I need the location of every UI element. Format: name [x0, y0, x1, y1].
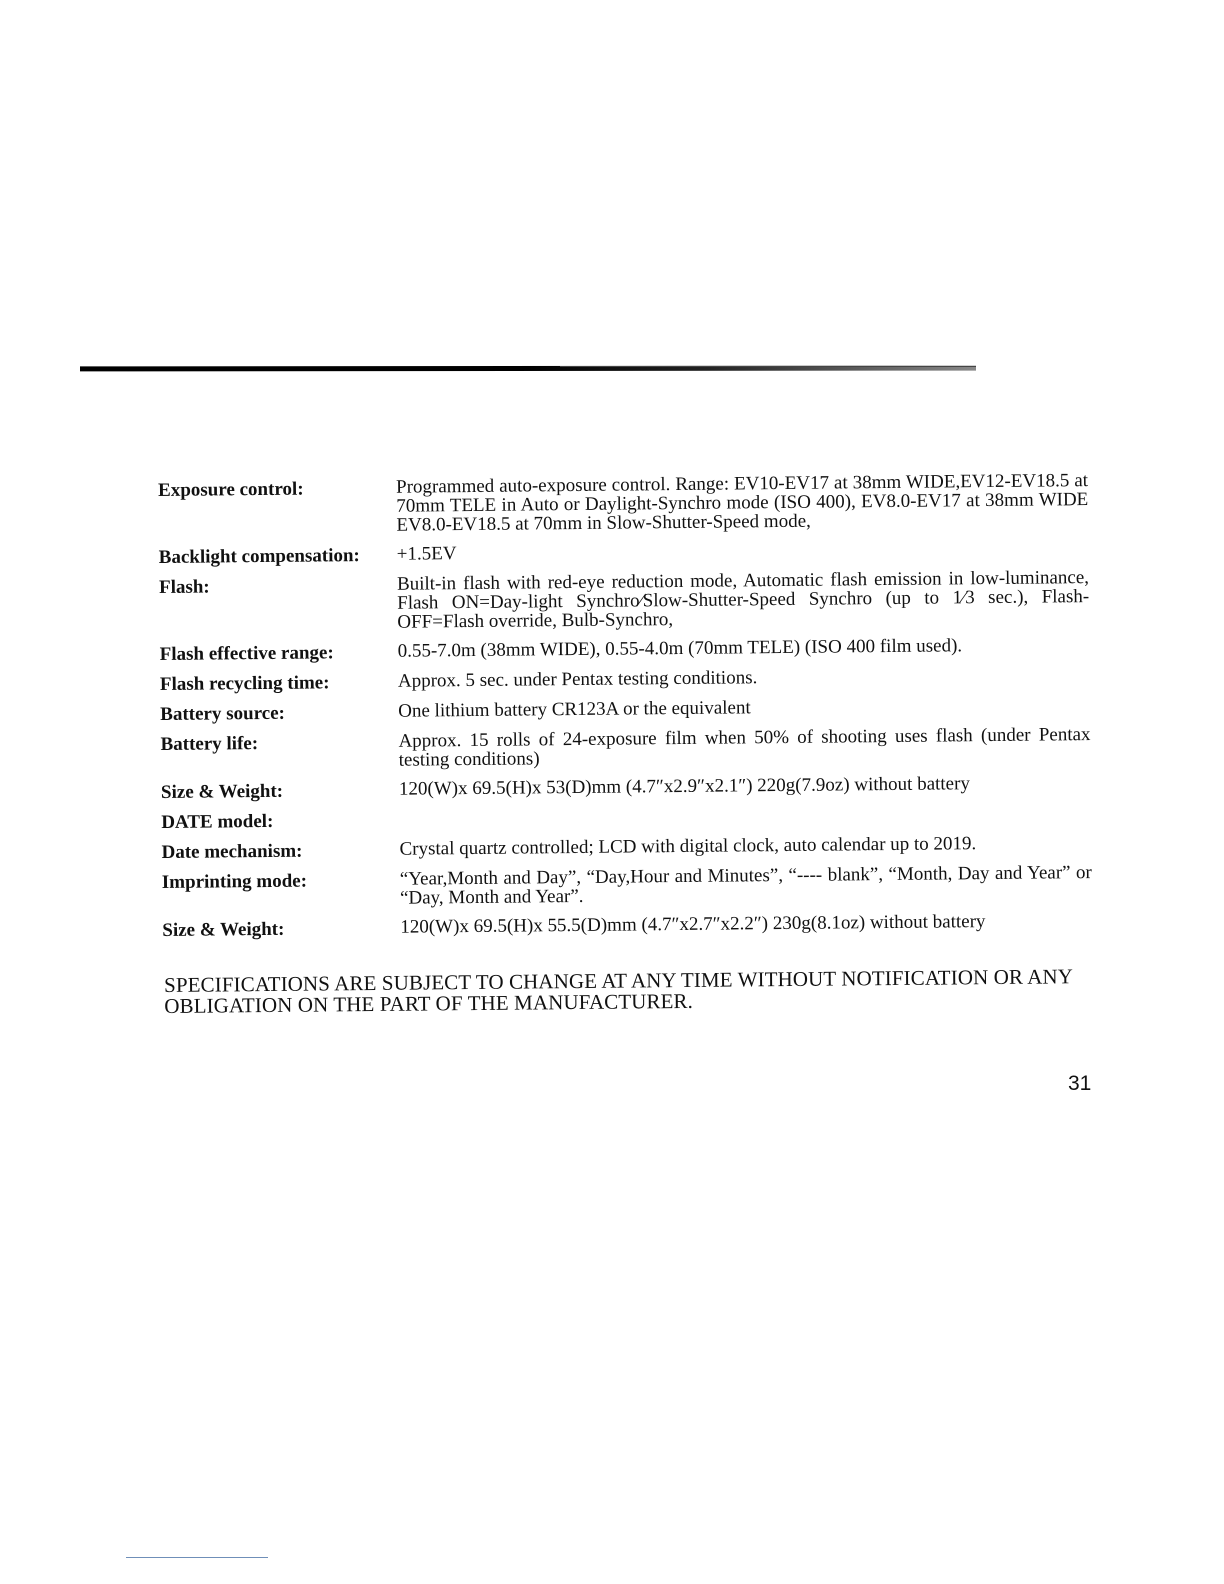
- spec-label: Size & Weight:: [162, 918, 285, 941]
- header-rule-thin: [560, 366, 976, 367]
- spec-value: 120(W)x 69.5(H)x 53(D)mm (4.7″x2.9″x2.1″) 220g(7.9oz) without battery: [398, 773, 970, 800]
- spec-value: One lithium battery CR123A or the equivalent: [398, 697, 751, 722]
- spec-row-date-model: [161, 803, 1091, 834]
- spec-label: Date mechanism:: [161, 840, 303, 863]
- spec-value: +1.5EV: [396, 543, 457, 565]
- spec-row-size-weight-date: [162, 911, 1092, 942]
- spec-value: [399, 803, 1091, 810]
- specifications-table: [158, 471, 1092, 942]
- spec-label: Battery source:: [160, 702, 286, 725]
- spec-row-battery-life: [160, 725, 1090, 772]
- spec-value: Approx. 15 rolls of 24-exposure film when 50% of shooting uses flash (under Pentax testing conditions): [398, 724, 1091, 771]
- spec-value: “Year,Month and Day”, “Day,Hour and Minutes”, “---- blank”, “Month, Day and Year” or “Day, Month and Year”.: [399, 862, 1092, 909]
- spec-row-flash-recycling-time: [160, 665, 1090, 696]
- spec-label: Exposure control:: [158, 478, 304, 501]
- footer-line: [126, 1557, 268, 1558]
- specifications-notice: SPECIFICATIONS ARE SUBJECT TO CHANGE AT ANY TIME WITHOUT NOTIFICATION OR ANY OBLIGATION ON THE PART OF THE MANUFACTURER.: [163, 964, 1073, 1018]
- spec-value: Approx. 5 sec. under Pentax testing conditions.: [397, 667, 758, 692]
- spec-row-exposure-control: [158, 471, 1089, 537]
- spec-row-battery-source: [160, 695, 1090, 726]
- spec-label: Flash recycling time:: [159, 672, 330, 695]
- spec-label: Flash:: [158, 576, 210, 598]
- page-number: 31: [1068, 1072, 1092, 1095]
- spec-row-size-weight: [161, 773, 1091, 804]
- spec-label: Flash effective range:: [159, 642, 334, 665]
- spec-row-flash: [159, 568, 1090, 634]
- spec-label: Backlight compensation:: [158, 545, 360, 568]
- spec-row-imprinting-mode: [162, 863, 1092, 910]
- spec-value: 0.55-7.0m (38mm WIDE), 0.55-4.0m (70mm TELE) (ISO 400 film used).: [397, 635, 963, 662]
- spec-value: Programmed auto-exposure control. Range: EV10-EV17 at 38mm WIDE,EV12-EV18.5 at 70mm TELE in Auto or Daylight-Synchro mode (ISO 400), EV8.0-EV17 at 38mm WIDE EV8.0-EV18.5 at 70mm in Slow-Shutter-Speed mode,: [395, 470, 1089, 536]
- spec-value: 120(W)x 69.5(H)x 55.5(D)mm (4.7″x2.7″x2.2″) 230g(8.1oz) without battery: [400, 911, 986, 938]
- spec-row-date-mechanism: [161, 833, 1091, 864]
- spec-row-flash-effective-range: [160, 635, 1090, 666]
- spec-label: DATE model:: [161, 810, 274, 833]
- spec-value: Crystal quartz controlled; LCD with digital clock, auto calendar up to 2019.: [399, 833, 977, 860]
- spec-value: Built-in flash with red-eye reduction mode, Automatic flash emission in low-luminance, Flash ON=Day-light Synchro⁄Slow-Shutter-Speed Synchro (up to 1⁄3 sec.), Flash-OFF=Flash override, Bulb-Synchro,: [396, 567, 1090, 633]
- spec-label: Size & Weight:: [160, 780, 284, 803]
- spec-row-backlight-compensation: [159, 538, 1089, 569]
- spec-label: Battery life:: [160, 733, 259, 755]
- spec-label: Imprinting mode:: [161, 870, 308, 893]
